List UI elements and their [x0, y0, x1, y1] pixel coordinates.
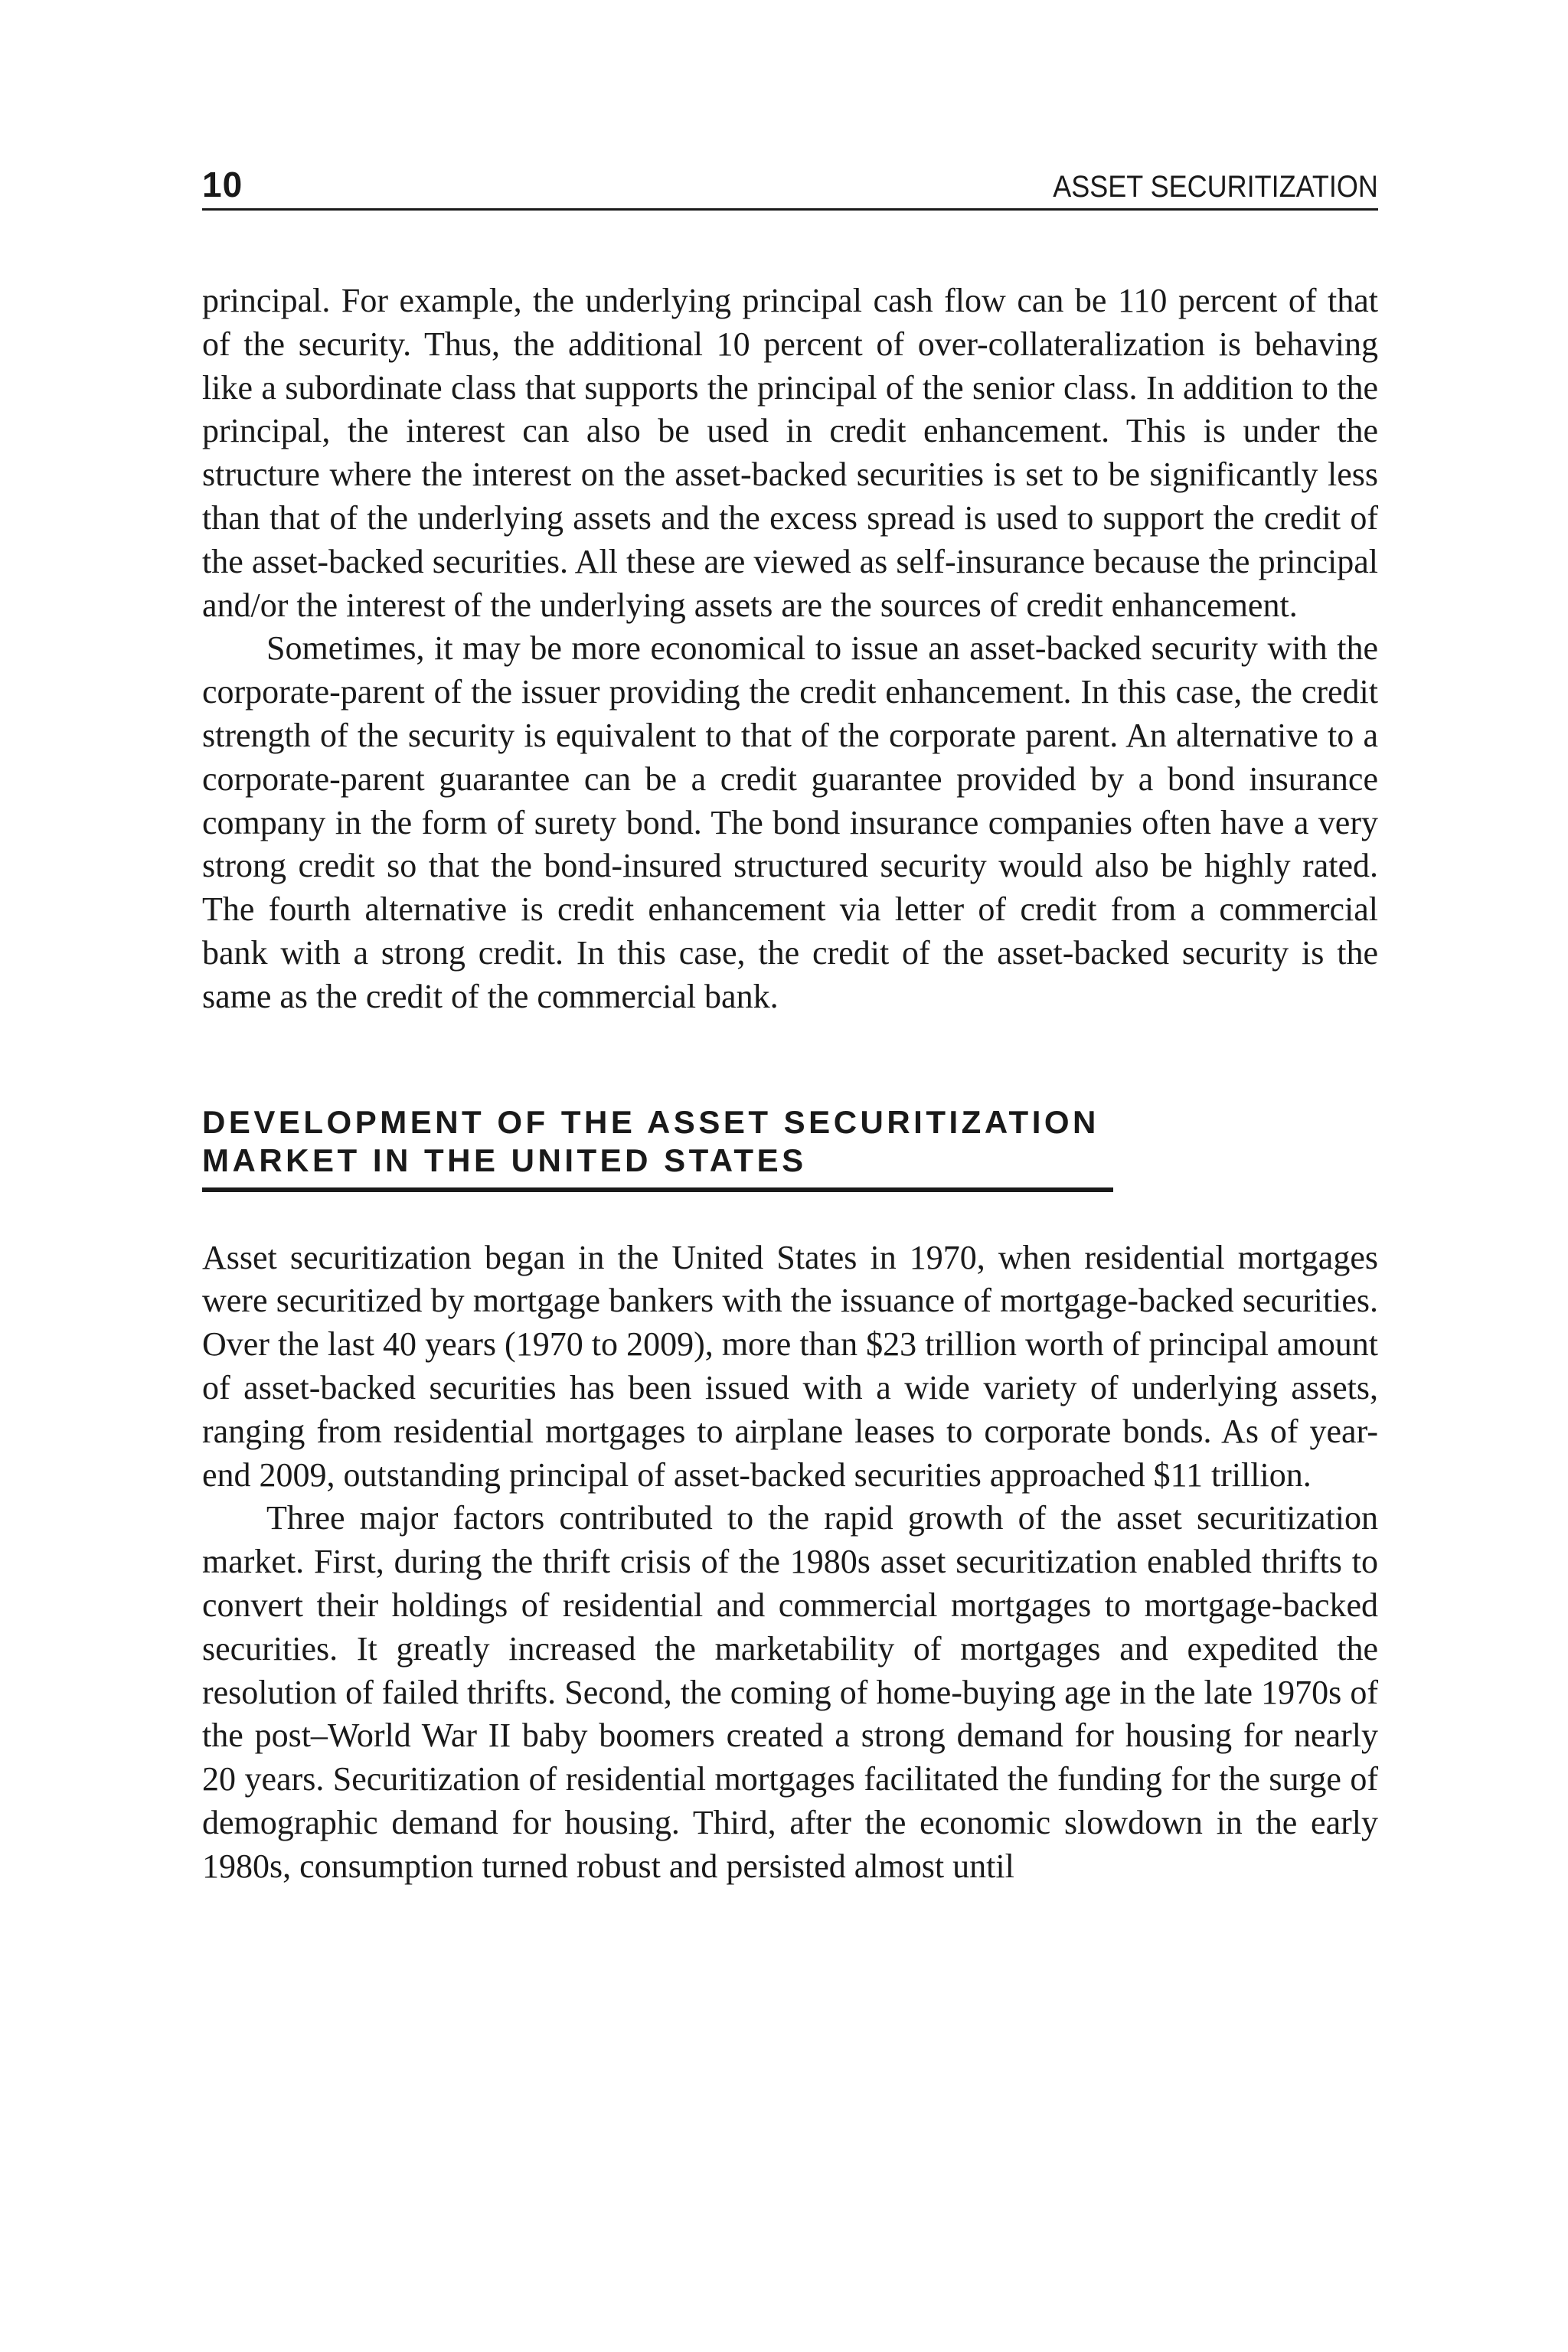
- running-header: [202, 156, 1378, 211]
- page-number: 10: [202, 165, 243, 204]
- paragraph-continued: principal. For example, the underlying principal cash flow can be 110 percent of that of the security. Thus, the additional 10 percent of over-collateralization is behaving like a subordinate class that supports the principal of the senior class. In addition to the principal, the interest can also be used in credit enhancement. This is under the structure where the interest on the asset-backed securities is set to be significantly less than that of the underlying assets and the excess spread is used to support the credit of the asset-backed securities. All these are viewed as self-insurance because the principal and/or the interest of the underlying assets are the sources of credit enhancement.: [202, 282, 1378, 624]
- running-title: ASSET SECURITIZATION: [1053, 170, 1378, 204]
- section-heading-line-2: MARKET IN THE UNITED STATES: [202, 1142, 807, 1178]
- paragraph-growth-factors: Three major factors contributed to the rapid growth of the asset securitization market. First, during the thrift crisis of the 1980s asset securitization enabled thrifts to convert their holdings of residential and commercial mortgages to mortgage-backed securities. It greatly increased the marketability of mortgages and expedited the resolution of failed thrifts. Second, the coming of home-buying age in the late 1970s of the post–World War II baby boomers created a strong demand for housing for nearly 20 years. Securitization of residential mortgages facilitated the funding for the surge of demographic demand for housing. Third, after the economic slowdown in the early 1980s, consumption turned robust and persisted almost until: [202, 1499, 1378, 1885]
- section-heading: [202, 1103, 1113, 1192]
- book-page: [202, 156, 1378, 1889]
- section-heading-line-1: DEVELOPMENT OF THE ASSET SECURITIZATION: [202, 1103, 1099, 1140]
- paragraph-credit-enhancement-alternatives: Sometimes, it may be more economical to issue an asset-backed security with the corporate-parent of the issuer providing the credit enhancement. In this case, the credit strength of the security is equivalent to that of the corporate parent. An alternative to a corporate-parent guarantee can be a credit guarantee provided by a bond insurance company in the form of surety bond. The bond insurance companies often have a very strong credit so that the bond-insured structured security would also be highly rated. The fourth alternative is credit enhancement via letter of credit from a commercial bank with a strong credit. In this case, the credit of the asset-backed security is the same as the credit of the commercial bank.: [202, 629, 1378, 1015]
- paragraph-securitization-history: Asset securitization began in the United States in 1970, when residential mortgages were securitized by mortgage bankers with the issuance of mortgage-backed securities. Over the last 40 years (1970 to 2009), more than $23 trillion worth of principal amount of asset-backed securities has been issued with a wide variety of underlying assets, ranging from residential mortgages to airplane leases to corporate bonds. As of year-end 2009, outstanding principal of asset-backed securities approached $11 trillion.: [202, 1238, 1378, 1494]
